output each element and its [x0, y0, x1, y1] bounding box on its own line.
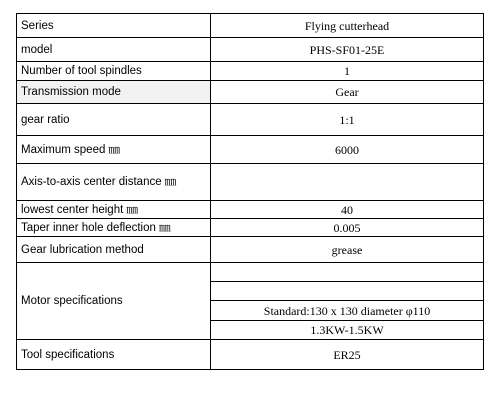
row-value-taper-deflection: 0.005: [211, 219, 484, 237]
row-value-motor-4: 1.3KW-1.5KW: [211, 321, 484, 340]
row-value-series: Flying cutterhead: [211, 14, 484, 38]
row-label-gear-ratio: gear ratio: [17, 104, 211, 136]
row-label-center-height: lowest center height ㎜: [17, 201, 211, 219]
row-value-spindles: 1: [211, 62, 484, 81]
table-row: [17, 164, 484, 201]
table-row: [17, 104, 484, 136]
row-value-motor-3: Standard:130 x 130 diameter φ110: [211, 301, 484, 321]
table-row: [17, 81, 484, 104]
row-label-spindles: Number of tool spindles: [17, 62, 211, 81]
row-value-max-speed: 6000: [211, 136, 484, 164]
row-value-model: PHS-SF01-25E: [211, 38, 484, 62]
table-row: [17, 136, 484, 164]
row-value-motor-2: [211, 282, 484, 301]
row-value-motor-1: [211, 263, 484, 282]
row-value-transmission: Gear: [211, 81, 484, 104]
row-label-tool: Tool specifications: [17, 340, 211, 370]
specification-table: [16, 13, 484, 370]
table-row: [17, 219, 484, 237]
row-label-motor: Motor specifications: [17, 263, 211, 340]
row-value-lubrication: grease: [211, 237, 484, 263]
row-label-series: Series: [17, 14, 211, 38]
table-row: [17, 38, 484, 62]
row-value-gear-ratio: 1:1: [211, 104, 484, 136]
row-label-transmission: Transmission mode: [17, 81, 211, 104]
table-row: [17, 14, 484, 38]
row-label-lubrication: Gear lubrication method: [17, 237, 211, 263]
row-label-max-speed: Maximum speed ㎜: [17, 136, 211, 164]
row-label-axis-distance: Axis-to-axis center distance ㎜: [17, 164, 211, 201]
row-label-model: model: [17, 38, 211, 62]
row-value-center-height: 40: [211, 201, 484, 219]
table-row: [17, 201, 484, 219]
table-row: [17, 263, 484, 282]
row-label-taper-deflection: Taper inner hole deflection ㎜: [17, 219, 211, 237]
row-value-tool: ER25: [211, 340, 484, 370]
table-row: [17, 62, 484, 81]
table-row: [17, 237, 484, 263]
table-row: [17, 340, 484, 370]
row-value-axis-distance: [211, 164, 484, 201]
